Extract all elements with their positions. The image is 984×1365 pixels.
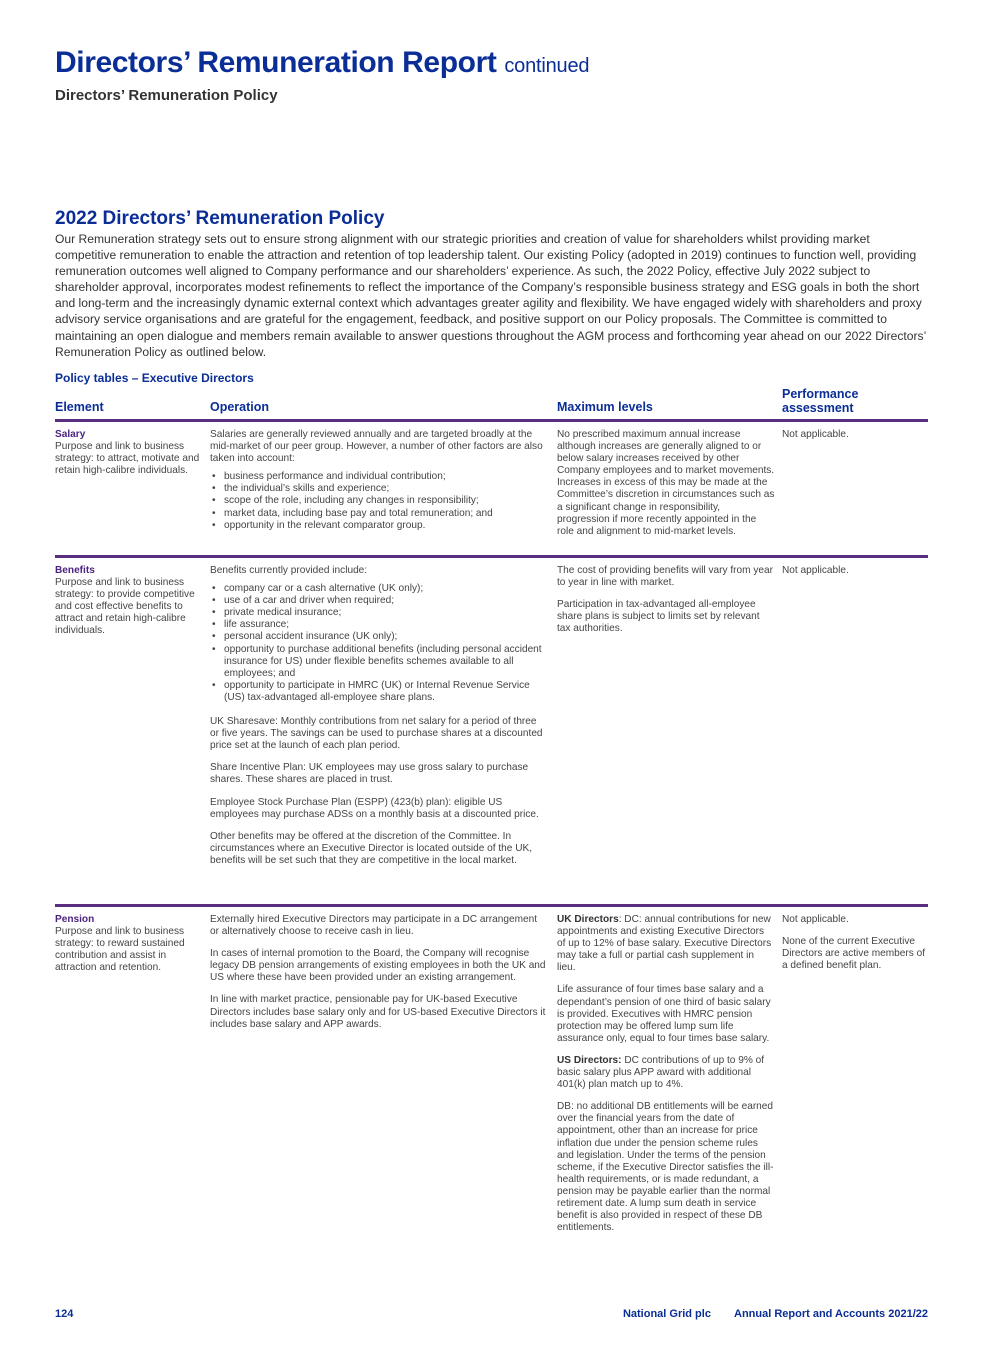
pension-element-cell <box>55 914 203 974</box>
benefits-purpose: Purpose and link to business strategy: to provide competitive and cost effective benefits to attract and retain high-calibre individuals. <box>55 577 195 637</box>
footer-report: Annual Report and Accounts 2021/22 <box>734 1308 928 1320</box>
benefits-operation-cell <box>210 565 546 867</box>
list-item: • use of a car and driver when required; <box>210 595 546 607</box>
pension-life-assurance: Life assurance of four times base salary and a dependant’s pension of one third of basic salary is provided. Executives with HMRC pension protection may be offered lump sum life assurance only, equal to four times base salary. <box>557 984 771 1044</box>
list-item: • life assurance; <box>210 619 546 631</box>
benefits-operation-list <box>210 583 546 704</box>
uk-directors-text: : DC: annual contributions for new appointments and existing Executive Directors of up to 12% of base salary. Executive Directors may take a full or partial cash supplement in lieu. <box>557 914 772 974</box>
header-performance-line1: Performance <box>782 387 859 401</box>
list-item: • the individual’s skills and experience; <box>210 483 546 495</box>
list-item: • company car or a cash alternative (UK only); <box>210 583 546 595</box>
header-maximum-levels: Maximum levels <box>557 400 653 414</box>
us-directors-label: US Directors: <box>557 1054 622 1066</box>
intro-paragraph: Our Remuneration strategy sets out to ensure strong alignment with our strategic priorities and creation of value for shareholders whilst providing market competitive remuneration to enable the attraction and retention of top leadership talent. Our existing Policy (adopted in 2019) continues to function well, providing remuneration outcomes well aligned to Company performance and our shareholders’ experience. As such, the 2022 Policy, effective July 2022 subject to shareholder approval, incorporates modest refinements to reflect the importance of the Company’s responsible business strategy and ESG goals in both the short and long-term and the increasingly dynamic external context which advantages greater agility and flexibility. We have engaged widely with shareholders and proxy advisory service organisations and are grateful for the engagement, feedback, and positive support on our Policy proposals. The Committee is committed to maintaining an open dialogue and members remain available to answer questions throughout the AGM process and forthcoming year ahead on our 2022 Directors’ Remuneration Policy as outlined below. <box>55 232 926 359</box>
list-item: • opportunity to participate in HMRC (UK) or Internal Revenue Service (US) tax-advantaged all-employee share plans. <box>210 680 546 704</box>
title-suffix: continued <box>504 55 590 77</box>
pension-operation-cell <box>210 914 546 1031</box>
pension-name: Pension <box>55 914 95 925</box>
page-number: 124 <box>55 1308 74 1320</box>
pension-operation-2: In cases of internal promotion to the Board, the Company will recognise legacy DB pension arrangements of existing employees in both the UK and US where these have been provided under an existing arrangement. <box>210 948 546 984</box>
header-performance-assessment <box>782 388 858 415</box>
row-divider-benefits <box>55 555 928 558</box>
list-item: • business performance and individual contribution; <box>210 471 546 483</box>
header-performance-line2: assessment <box>782 400 854 415</box>
table-caption: Policy tables – Executive Directors <box>55 371 254 385</box>
list-item: • opportunity in the relevant comparator group. <box>210 520 546 532</box>
list-item: • opportunity to purchase additional benefits (including personal accident insurance for US) under flexible benefits schemes available to all employees; and <box>210 644 546 680</box>
benefits-maximum-cell <box>557 565 775 635</box>
benefits-name: Benefits <box>55 565 95 576</box>
list-item: • personal accident insurance (UK only); <box>210 631 546 643</box>
salary-performance-cell: Not applicable. <box>782 429 849 440</box>
header-divider <box>55 419 928 422</box>
section-title: 2022 Directors’ Remuneration Policy <box>55 208 385 229</box>
page-subtitle: Directors’ Remuneration Policy <box>55 87 278 104</box>
salary-name: Salary <box>55 429 86 440</box>
benefits-maximum-1: The cost of providing benefits will vary from year to year in line with market. <box>557 565 773 589</box>
pension-operation-1: Externally hired Executive Directors may participate in a DC arrangement or alternatively choose to receive cash in lieu. <box>210 914 538 938</box>
row-divider-pension <box>55 904 928 907</box>
uk-directors-label: UK Directors <box>557 914 619 925</box>
report-title: Directors’ Remuneration Report <box>55 46 497 79</box>
footer-info <box>623 1308 928 1320</box>
benefits-maximum-2: Participation in tax-advantaged all-employee share plans is subject to limits set by relevant tax authorities. <box>557 599 760 635</box>
pension-performance-1: Not applicable. <box>782 914 849 925</box>
list-item: • private medical insurance; <box>210 607 546 619</box>
pension-operation-3: In line with market practice, pensionable pay for UK-based Executive Directors includes base salary only and for US-based Executive Directors it includes base salary and APP awards. <box>210 994 546 1030</box>
header-element: Element <box>55 400 104 414</box>
pension-performance-cell <box>782 914 928 972</box>
header-operation: Operation <box>210 400 270 414</box>
list-item: • scope of the role, including any changes in responsibility; <box>210 495 546 507</box>
salary-purpose: Purpose and link to business strategy: to attract, motivate and retain high-calibre individuals. <box>55 441 200 477</box>
benefits-sip: Share Incentive Plan: UK employees may use gross salary to purchase shares. These shares are placed in trust. <box>210 762 529 786</box>
pension-performance-2: None of the current Executive Directors are active members of a defined benefit plan. <box>782 936 926 972</box>
benefits-sharesave: UK Sharesave: Monthly contributions from net salary for a period of three or five years. The savings can be used to purchase shares at a discounted price set at the launch of each plan period. <box>210 716 543 752</box>
salary-operation-list <box>210 471 546 531</box>
benefits-operation-intro: Benefits currently provided include: <box>210 565 368 576</box>
list-item: • market data, including base pay and total remuneration; and <box>210 508 546 520</box>
benefits-espp: Employee Stock Purchase Plan (ESPP) (423(b) plan): eligible US employees may purchase ADSs on a monthly basis at a discounted price. <box>210 796 539 820</box>
pension-uk-directors <box>557 914 775 974</box>
salary-operation-intro: Salaries are generally reviewed annually and are targeted broadly at the mid-market of our peer group. However, a number of other factors are also taken into account: <box>210 429 543 465</box>
benefits-other: Other benefits may be offered at the discretion of the Committee. In circumstances where an Executive Director is located outside of the UK, benefits will be set such that they are competitive in the local market. <box>210 830 533 866</box>
salary-operation-cell <box>210 429 546 532</box>
pension-maximum-cell <box>557 914 775 1234</box>
us-directors-text: DC contributions of up to 9% of basic salary plus APP award with additional 401(k) plan match up to 4%. <box>557 1054 765 1091</box>
pension-db: DB: no additional DB entitlements will be earned over the financial years from the date of appointment, other than an increase for price inflation due under the pension scheme rules and legislation. Under the terms of the pension scheme, if the Executive Director satisfies the ill-health requirements, or is made redundant, a pension may be payable earlier than the normal retirement date. A lump sum death in service benefit is also provided in respect of these DB entitlements. <box>557 1101 774 1234</box>
salary-element-cell <box>55 429 203 477</box>
pension-us-directors <box>557 1055 775 1091</box>
benefits-performance-cell: Not applicable. <box>782 565 849 576</box>
salary-maximum-cell: No prescribed maximum annual increase although increases are generally aligned to or below salary increases received by other Company employees and to market movements. Increases in excess of this may be made at the Committee’s discretion in circumstances such as a significant change in responsibility, progression if more recently appointed in the role and alignment to mid-market levels. <box>557 429 775 537</box>
footer-company: National Grid plc <box>622 1308 711 1320</box>
benefits-element-cell <box>55 565 203 638</box>
page-title <box>55 46 589 80</box>
pension-purpose: Purpose and link to business strategy: to reward sustained contribution and assist in attraction and retention. <box>55 926 185 974</box>
